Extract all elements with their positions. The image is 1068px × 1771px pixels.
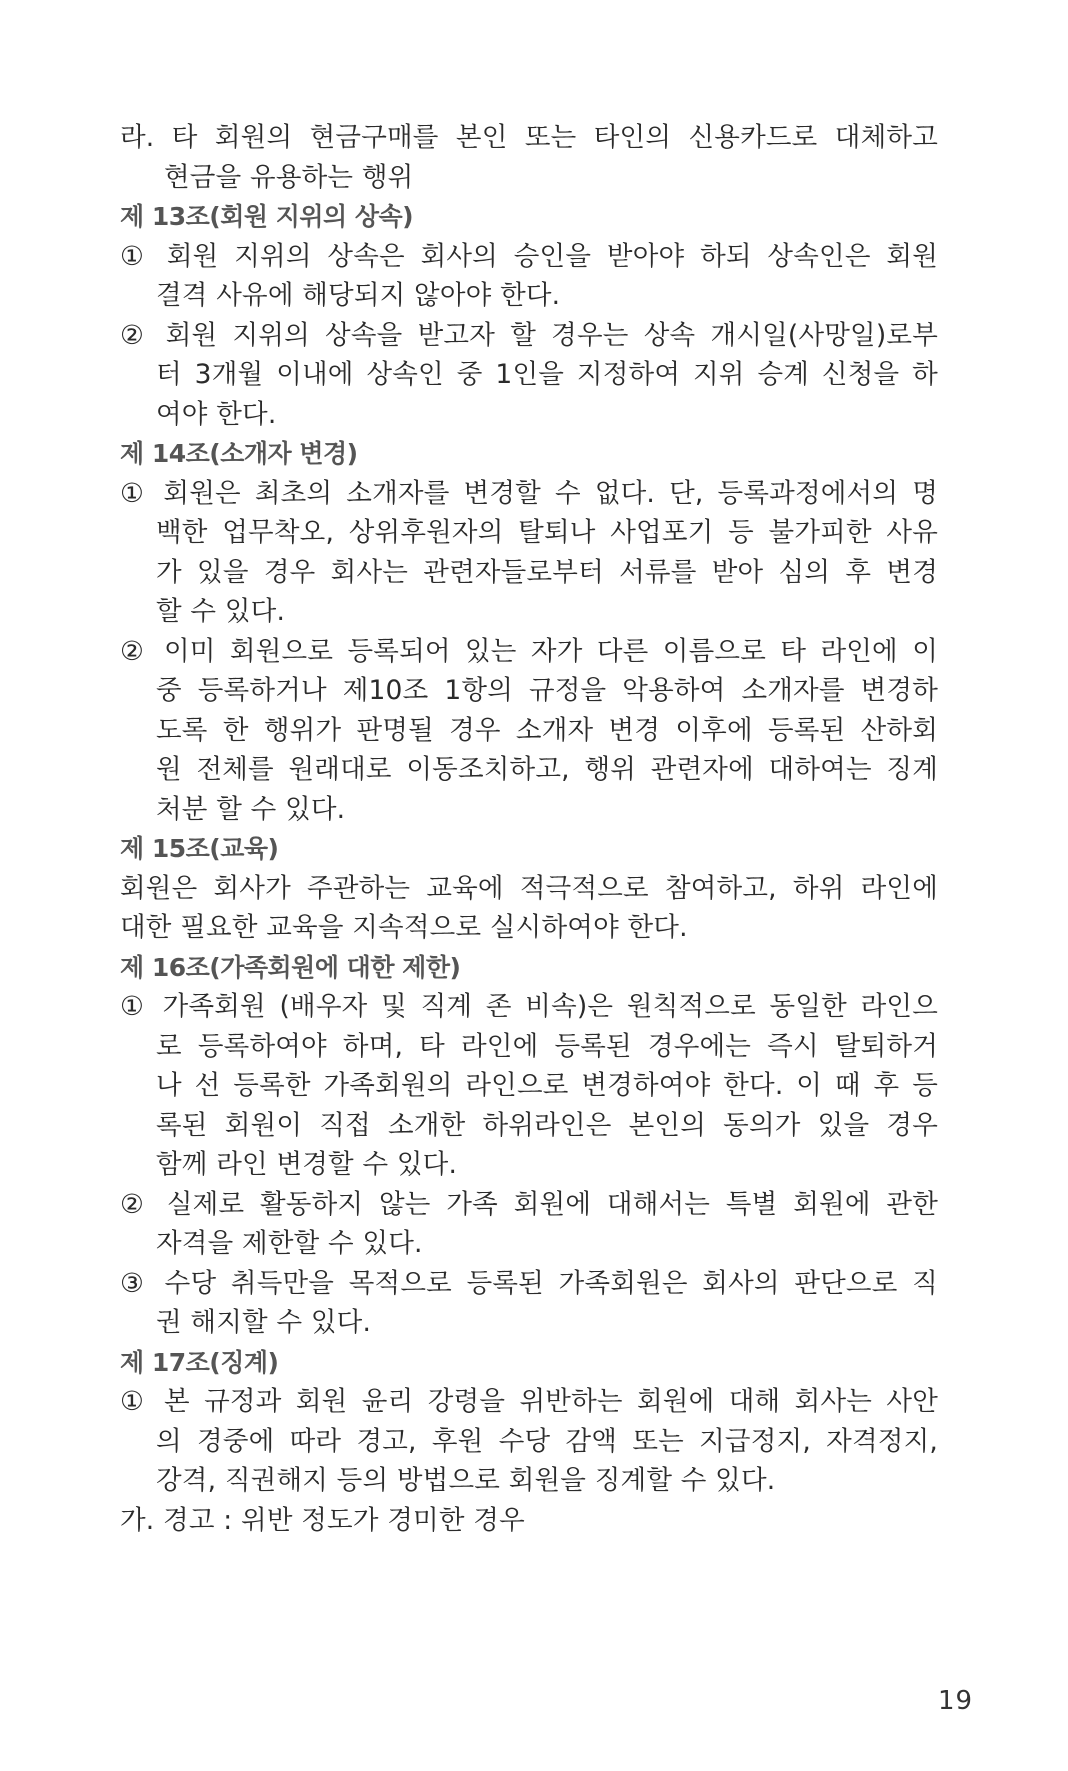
- article-heading: 제 16조(가족회원에 대한 제한): [120, 952, 461, 982]
- body-text: 라. 타 회원의 현금구매를 본인 또는 타인의 신용카드로 대체하고: [120, 122, 938, 153]
- article-heading: 제 13조(회원 지위의 상속): [120, 202, 414, 231]
- item-continuation: 중 등록하거나 제10조 1항의 규정을 악용하여 소개자를 변경하: [156, 675, 938, 706]
- item-continuation: 함께 라인 변경할 수 있다.: [156, 1149, 458, 1180]
- item-continuation: 의 경중에 따라 경고, 후원 수당 감액 또는 지급정지, 자격정지,: [156, 1425, 938, 1457]
- numbered-item: ② 실제로 활동하지 않는 가족 회원에 대해서는 특별 회원에 관한: [120, 1188, 938, 1220]
- item-continuation: 원 전체를 원래대로 이동조치하고, 행위 관련자에 대하여는 징계: [156, 754, 938, 785]
- item-continuation: 결격 사유에 해당되지 않아야 한다.: [156, 280, 561, 311]
- item-continuation: 가 있을 경우 회사는 관련자들로부터 서류를 받아 심의 후 변경: [156, 556, 938, 588]
- item-continuation: 자격을 제한할 수 있다.: [156, 1228, 423, 1259]
- numbered-item: ① 본 규정과 회원 윤리 강령을 위반하는 회원에 대해 회사는 사안: [120, 1386, 938, 1417]
- item-continuation: 나 선 등록한 가족회원의 라인으로 변경하여야 한다. 이 때 후 등: [156, 1070, 938, 1101]
- article-heading: 제 15조(교육): [120, 834, 279, 863]
- item-continuation: 현금을 유용하는 행위: [164, 161, 414, 193]
- item-continuation: 로 등록하여야 하며, 타 라인에 등록된 경우에는 즉시 탈퇴하거: [156, 1030, 938, 1062]
- document-page: [120, 118, 938, 1540]
- numbered-item: ② 회원 지위의 상속을 받고자 할 경우는 상속 개시일(사망일)로부: [120, 319, 938, 351]
- article-heading: 제 17조(징계): [120, 1347, 279, 1377]
- item-continuation: 록된 회원이 직접 소개한 하위라인은 본인의 동의가 있을 경우: [156, 1109, 938, 1141]
- numbered-item: ① 가족회원 (배우자 및 직계 존 비속)은 원칙적으로 동일한 라인으: [120, 991, 938, 1022]
- body-text: 대한 필요한 교육을 지속적으로 실시하여야 한다.: [120, 912, 688, 943]
- item-continuation: 백한 업무착오, 상위후원자의 탈퇴나 사업포기 등 불가피한 사유: [156, 517, 938, 548]
- item-continuation: 처분 할 수 있다.: [156, 793, 346, 825]
- page-number: 19: [938, 1686, 974, 1716]
- item-continuation: 강격, 직권해지 등의 방법으로 회원을 징계할 수 있다.: [156, 1465, 776, 1496]
- numbered-item: ① 회원 지위의 상속은 회사의 승인을 받아야 하되 상속인은 회원: [120, 240, 938, 272]
- body-text: 회원은 회사가 주관하는 교육에 적극적으로 참여하고, 하위 라인에: [120, 872, 938, 904]
- item-continuation: 터 3개월 이내에 상속인 중 1인을 지정하여 지위 승계 신청을 하: [156, 359, 938, 390]
- body-text: 가. 경고 : 위반 정도가 경미한 경우: [120, 1504, 525, 1536]
- numbered-item: ② 이미 회원으로 등록되어 있는 자가 다른 이름으로 타 라인에 이: [120, 635, 938, 667]
- numbered-item: ① 회원은 최초의 소개자를 변경할 수 없다. 단, 등록과정에서의 명: [120, 477, 938, 509]
- article-heading: 제 14조(소개자 변경): [120, 439, 358, 468]
- item-continuation: 할 수 있다.: [156, 596, 286, 627]
- item-continuation: 권 해지할 수 있다.: [156, 1307, 372, 1338]
- item-continuation: 여야 한다.: [156, 398, 277, 430]
- item-continuation: 도록 한 행위가 판명될 경우 소개자 변경 이후에 등록된 산하회: [156, 714, 938, 746]
- numbered-item: ③ 수당 취득만을 목적으로 등록된 가족회원은 회사의 판단으로 직: [120, 1267, 938, 1299]
